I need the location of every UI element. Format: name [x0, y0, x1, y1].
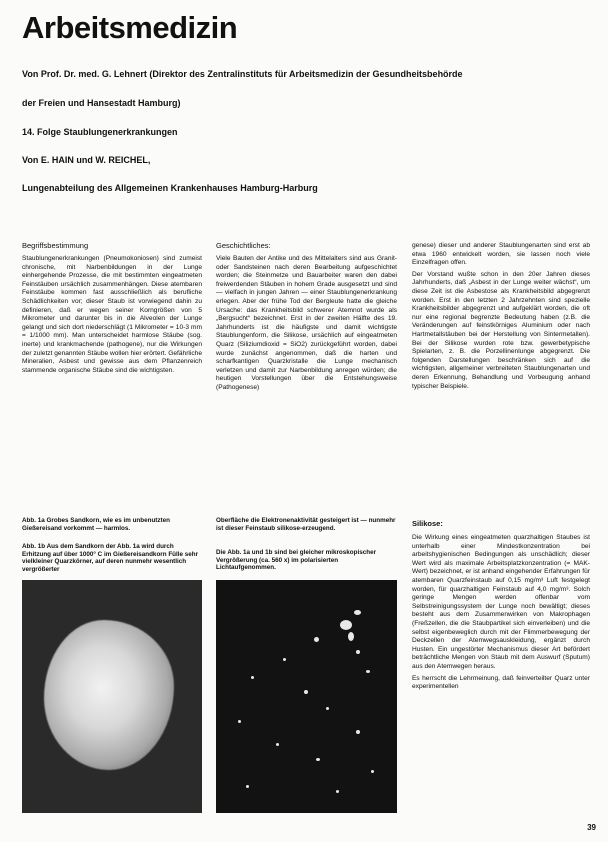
particle	[304, 690, 308, 694]
particle	[316, 758, 320, 761]
paragraph: Staublungenerkrankungen (Pneumokoniosen) sind zumeist chronische, mit Narbenbildungen in der Lunge einhergehende Prozesse, die mit bestimmten eingeatmeten Feinstäuben ursächlich zusammenhängen. Diese atembaren Feinstäube kommen fast ausschließlich als berufliche Schädlichkeiten vor; dieser Staub ist vorwiegend dahin zu definieren, daß er wegen seiner Korngrößen von 5 Mikrometer und darunter bis in die Alveolen der Lunge gelangt und sich dort niederschlägt (1 Mikrometer = 10-3 mm = 1/1000 mm). Man unterscheidet harmlose Stäube (sog. inerte) und krankmachende (pathogene), nur die Wirkungen der zuletzt genannten Stäube wollen hier erörtert. Gefährliche Mineralien, Asbest und gewisse aus dem Pflanzenreich stammende organische Stäube sind die wichtigsten.	[22, 255, 202, 374]
particle	[314, 637, 319, 642]
author-line-1: Von Prof. Dr. med. G. Lehnert (Direktor des Zentralinstituts für Arbeitsmedizin der Gesundheitsbehörde	[22, 69, 463, 79]
page-number: 39	[587, 823, 596, 832]
micrograph-coarse-sand-grain	[22, 580, 202, 813]
column-3-top-text	[412, 242, 590, 498]
paragraph: Es herrscht die Lehrmeinung, daß feinverteilter Quarz unter experimentellen	[412, 674, 590, 691]
particle	[336, 790, 339, 793]
paragraph: Viele Bauten der Antike und des Mittelalters sind aus Granit- oder Sandsteinen nach deren Bearbeitung aufgeschichtet worden; die Steinmetze und Bauarbeiter waren den dabei freiwerdenden Stäuben in hohem Grade ausgesetzt und sind — vielfach in jungen Jahren — einer Staublungenerkrankung erlegen. Aber der frühe Tod der Bergleute hatte die gleiche Ursache: das Krankheitsbild schwerer Atemnot wurde als „Bergsucht“ bezeichnet. Erst in der zweiten Hälfte des 19. Jahrhunderts ist die häufigste und damit wichtigste Staublungenform, die Silikose, ursächlich auf eingeatmeten Quarz (Siliziumdioxid = SiO2) zurückgeführt worden, dabei wurde zunächst angenommen, daß die harten und scharfkantigen Quarzkristalle die Lunge mechanisch verletzen und damit zur Narbenbildung anregen würden; die heutigen Vorstellungen über die Entstehungsweise (Pathogenese)	[216, 255, 397, 391]
column-3-silikose-text	[412, 534, 590, 812]
particle	[356, 730, 360, 734]
particle	[366, 670, 370, 673]
caption-fig-1a: Abb. 1a Grobes Sandkorn, wie es im unbenutzten Gießereisand vorkommt — harmlos.	[22, 517, 171, 532]
department-line: Lungenabteilung des Allgemeinen Krankenhauses Hamburg-Harburg	[22, 183, 318, 193]
micrograph-fine-quartz-particles	[216, 580, 397, 813]
series-line: 14. Folge Staublungenerkrankungen	[22, 127, 178, 137]
coauthors-line: Von E. HAIN und W. REICHEL,	[22, 155, 151, 165]
sand-grain-shape	[44, 620, 174, 770]
heading-silikose: Silikose:	[412, 519, 443, 528]
caption-fig-1c: Oberfläche die Elektronenaktivität gesteigert ist — nunmehr ist dieser Feinstaub silikose-erzeugend.	[216, 517, 396, 532]
particle	[354, 610, 361, 615]
page-title: Arbeitsmedizin	[22, 10, 238, 45]
caption-fig-1b: Abb. 1b Aus dem Sandkorn der Abb. 1a wird durch Erhitzung auf über 1000° C im Gießereisandkorn Fülle sehr vielkleiner Quarzkörner, auf deren nunmehr wesentlich vergrößerter	[22, 543, 199, 573]
particle	[251, 676, 254, 679]
caption-fig-1d: Die Abb. 1a und 1b sind bei gleicher mikroskopischer Vergrößerung (ca. 560 x) im polarisierten Lichtaufgenommen.	[216, 549, 377, 572]
column-1-text	[22, 255, 202, 505]
particle	[340, 620, 352, 630]
particle	[356, 650, 360, 654]
author-line-2: der Freien und Hansestadt Hamburg)	[22, 98, 181, 108]
heading-geschichtliches: Geschichtliches:	[216, 241, 271, 250]
particle	[371, 770, 374, 773]
particle	[326, 707, 329, 710]
column-2-text	[216, 255, 397, 505]
heading-begriffsbestimmung: Begriffsbestimmung	[22, 241, 89, 250]
paragraph: Der Vorstand wußte schon in den 20er Jahren dieses Jahrhunderts, daß „Asbest in der Lunge weiter wächst“, um diese Zeit ist die Asbestose als Krankheitsbild abgegrenzt worden. Erst in den letzten 2 Jahrzehnten sind spezielle Krankheitsbilder abgegrenzt und aufgeklärt worden, die oft nur eine regional begrenzte Bedeutung haben (z.B. die Veränderungen auf feinstkörniges Aluminium oder nach Hartmetallstäuben bei der Herstellung von Sintermetallen). Bei der Silikose wurden rote bzw. gewerbetypische Spielarten, z. B. die Porzellinenlunge abgegrenzt. Die folgenden Darstellungen beschränken sich auf die wichtigsten, allgemeiner verbreiteten Staublungenarten und deren Erkennung, Behandlung und Vorbeugung anhand typischer Beispiele.	[412, 270, 590, 390]
paragraph: Die Wirkung eines eingeatmeten quarzhaltigen Staubes ist unterhalb einer Mindestkonzentration bei arbeitshygienischen Bedingungen als unschädlich; dieser Wert wird als maximale Arbeitsplatzkonzentration (= MAK-Wert) bezeichnet, er ist anhand eingehender Erfahrungen für atembaren Quarzfeinstaub auf 0,15 mg/m³ Luft festgelegt worden, für quarzhaltigen Feinstaub auf 4,0 mg/m³. Solch geringe Mengen werden offenbar vom Selbstreinigungssystem der Lunge noch bewältigt; dieses besteht aus dem Zusammenwirken von Makrophagen (Freßzellen, die die Staubpartikel sich einverleiben) und die selbst eigenbeweglich durch mit der Flimmerbewegung der Deckzellen der Atemwegsauskleidung, ergänzt durch Husten. Ein ungestörter Mechanismus dieser Art befördert beträchtliche Mengen von Staub mit dem Auswurf (Sputum) aus den Atemwegen heraus.	[412, 534, 590, 670]
particle	[246, 785, 249, 788]
particle	[276, 743, 279, 746]
particle	[283, 658, 286, 661]
particle	[348, 632, 354, 641]
paragraph: genese) dieser und anderer Staublungenarten sind erst ab etwa 1960 entwickelt worden, sie lassen noch viele Einzelfragen offen.	[412, 242, 590, 267]
particle	[238, 720, 241, 723]
